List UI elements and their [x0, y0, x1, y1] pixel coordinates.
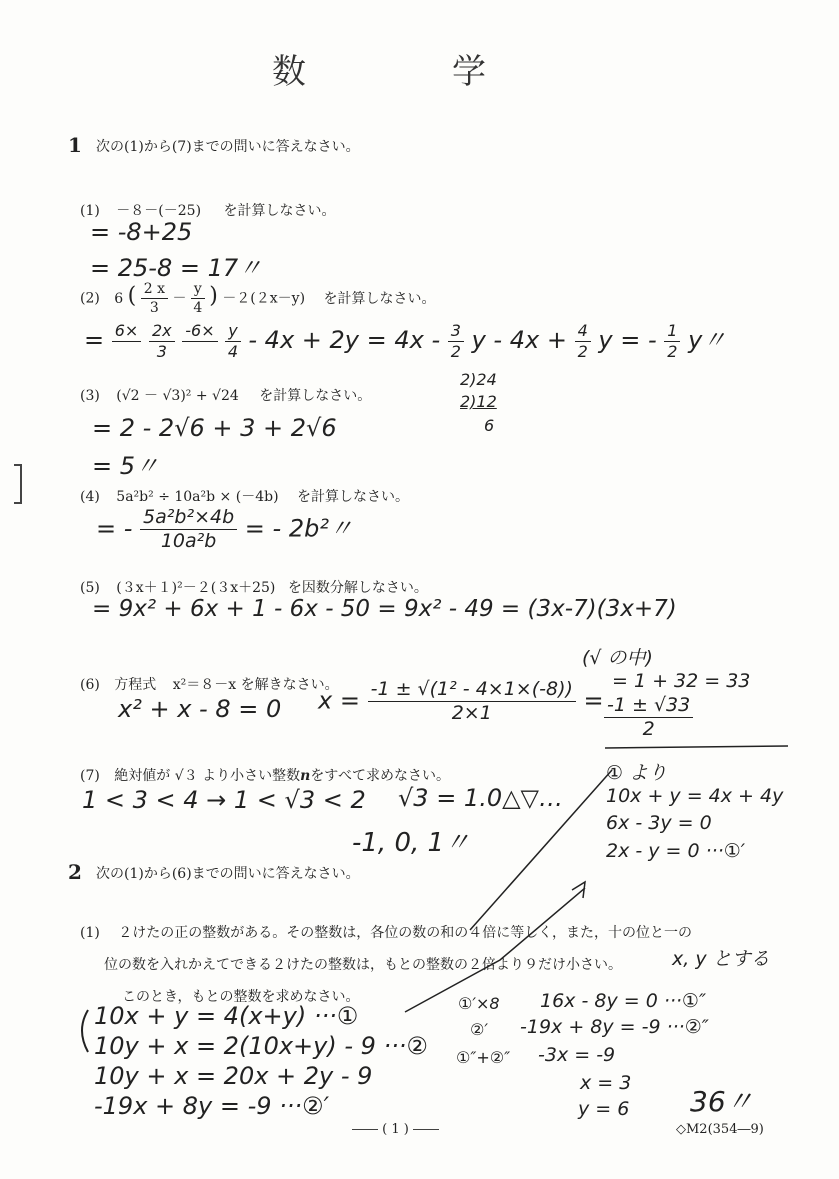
question-1-instruction: 次の(1)から(7)までの問いに答えなさい。	[96, 139, 360, 155]
problem-task: をすべて求めなさい。	[310, 768, 451, 784]
handwritten-equation: 10x + y = 4(x+y) ···①	[94, 1002, 359, 1030]
side-calculation: 2)24	[460, 370, 497, 389]
problem-label: (2)	[80, 290, 100, 307]
handwritten-step: 16x - 8y = 0 ···①″	[540, 990, 707, 1012]
handwritten-work: √3 = 1.0△▽…	[398, 784, 564, 812]
handwritten-work: = 25-8 = 17〃	[90, 254, 263, 282]
problem-expression: (３x＋１)²－２(３x＋25)	[116, 580, 276, 596]
margin-bracket	[20, 464, 22, 504]
problem-task: を計算しなさい。	[223, 203, 336, 219]
handwritten-work: = 9x² + 6x + 1 - 6x - 50 = 9x² - 49 = (3x-7)(3x+7)	[92, 596, 677, 622]
fraction: $\frac{y}{4}$	[191, 282, 205, 315]
problem-1-6: (6) 方程式 x²＝８－x を解きなさい。	[80, 677, 339, 693]
problem-text: 位の数を入れかえてできる２けたの整数は，もとの整数の２倍より９だけ小さい。	[104, 957, 622, 973]
handwritten-work: = 6× $\frac{2x}{3}$ -6× $\frac{y}{4}$ - 4x + 2y = 4x - $\frac{3}{2}$ y - 4x + $\frac{4}{2}$ y = - $\frac{1}{2}$ y〃	[84, 320, 727, 361]
problem-label: (4)	[80, 489, 100, 505]
handwritten-work: = 5〃	[92, 452, 160, 480]
problem-task: を計算しなさい。	[323, 290, 436, 307]
handwritten-step-label: ①′×8	[458, 994, 500, 1013]
problem-task: を因数分解しなさい。	[287, 580, 428, 596]
problem-label: (5)	[80, 580, 100, 596]
handwritten-work: = 2 - 2√6 + 3 + 2√6	[92, 414, 337, 442]
handwritten-work: x = $\frac{\text{-1 ± √(1² - 4×1×(-8))}}{2\times 1}$ =	[318, 678, 604, 724]
side-calculation: (√ の中)	[582, 647, 653, 669]
handwritten-step: -19x + 8y = -9 ···②″	[520, 1016, 709, 1038]
page-title: 数 学	[272, 52, 488, 92]
handwritten-answer: -1, 0, 1〃	[352, 828, 471, 858]
problem-1-4	[80, 486, 409, 506]
problem-expression: (√2 － √3)² + √24	[116, 388, 239, 404]
problem-expression: x²＝８－x	[172, 677, 237, 693]
handwritten-work: = - $\frac{\text{5a²b²×4b}}{\text{10a²b}}$ = - 2b²〃	[96, 506, 353, 552]
problem-1-7: (7) 絶対値が √３ より小さい整数nをすべて求めなさい。	[80, 768, 451, 784]
handwritten-equation: 10y + x = 2(10x+y) - 9 ···②	[94, 1032, 428, 1060]
question-2-number: 2	[68, 860, 82, 884]
problem-expression: 5a²b² ÷ 10a²b × (－4b)	[116, 489, 279, 505]
handwritten-equation: 10y + x = 20x + 2y - 9	[94, 1062, 373, 1090]
problem-expression: －８－(－25)	[116, 203, 202, 219]
handwritten-note: x, y とする	[672, 948, 770, 970]
handwritten-equation: -19x + 8y = -9 ···②′	[94, 1092, 330, 1120]
side-calculation: 6	[484, 416, 495, 435]
fraction: $\frac{2 x}{3}$	[141, 282, 168, 315]
problem-1-1	[80, 200, 336, 220]
handwritten-work: 6x - 3y = 0	[606, 812, 712, 834]
problem-task: を計算しなさい。	[296, 489, 409, 505]
handwritten-step: -3x = -9	[538, 1044, 616, 1066]
problem-2-1: (1) ２けたの正の整数がある。その整数は，各位の数の和の４倍に等しく，また，十の位と一の	[80, 925, 693, 941]
handwritten-work: 10x + y = 4x + 4y	[606, 785, 784, 807]
handwritten-step-label: ①″+②″	[456, 1048, 511, 1067]
problem-label: (7)	[80, 768, 100, 784]
handwritten-work: ① より	[606, 762, 668, 784]
problem-label: (1)	[80, 203, 100, 219]
handwritten-step: x = 3	[580, 1072, 632, 1094]
handwritten-work: $\frac{-1 \pm √33}{2}$	[604, 696, 693, 739]
handwritten-work: = -8+25	[90, 218, 193, 246]
handwritten-step: y = 6	[578, 1098, 630, 1120]
problem-label: (1)	[80, 925, 100, 941]
side-calculation: 2)12	[460, 392, 497, 411]
handwritten-answer: 36〃	[690, 1085, 754, 1118]
problem-1-2: (2) 6 ( $\frac{2 x}{3}$ － $\frac{y}{4}$ ) －２(２x－y) を計算しなさい。	[80, 281, 436, 316]
handwritten-step-label: ②′	[470, 1020, 488, 1039]
question-2-instruction: 次の(1)から(6)までの問いに答えなさい。	[96, 866, 360, 882]
problem-1-5	[80, 577, 428, 597]
problem-label: (6)	[80, 677, 100, 693]
problem-text: このとき，もとの整数を求めなさい。	[122, 989, 360, 1005]
problem-expression: －２(２x－y)	[222, 290, 306, 307]
handwritten-work: 1 < 3 < 4 → 1 < √3 < 2	[82, 786, 366, 814]
problem-1-3	[80, 385, 371, 405]
problem-task: を解きなさい。	[240, 677, 339, 693]
handwritten-work: 2x - y = 0 ···①′	[606, 840, 746, 862]
page-number: ―― ( 1 ) ――	[352, 1122, 439, 1137]
problem-label: (3)	[80, 388, 100, 404]
problem-task: を計算しなさい。	[259, 388, 372, 404]
side-calculation: = 1 + 32 = 33	[612, 670, 751, 692]
question-1-number: 1	[68, 133, 82, 157]
handwritten-work: x² + x - 8 = 0	[118, 695, 282, 723]
document-code: ◇M2(354―9)	[676, 1122, 764, 1137]
